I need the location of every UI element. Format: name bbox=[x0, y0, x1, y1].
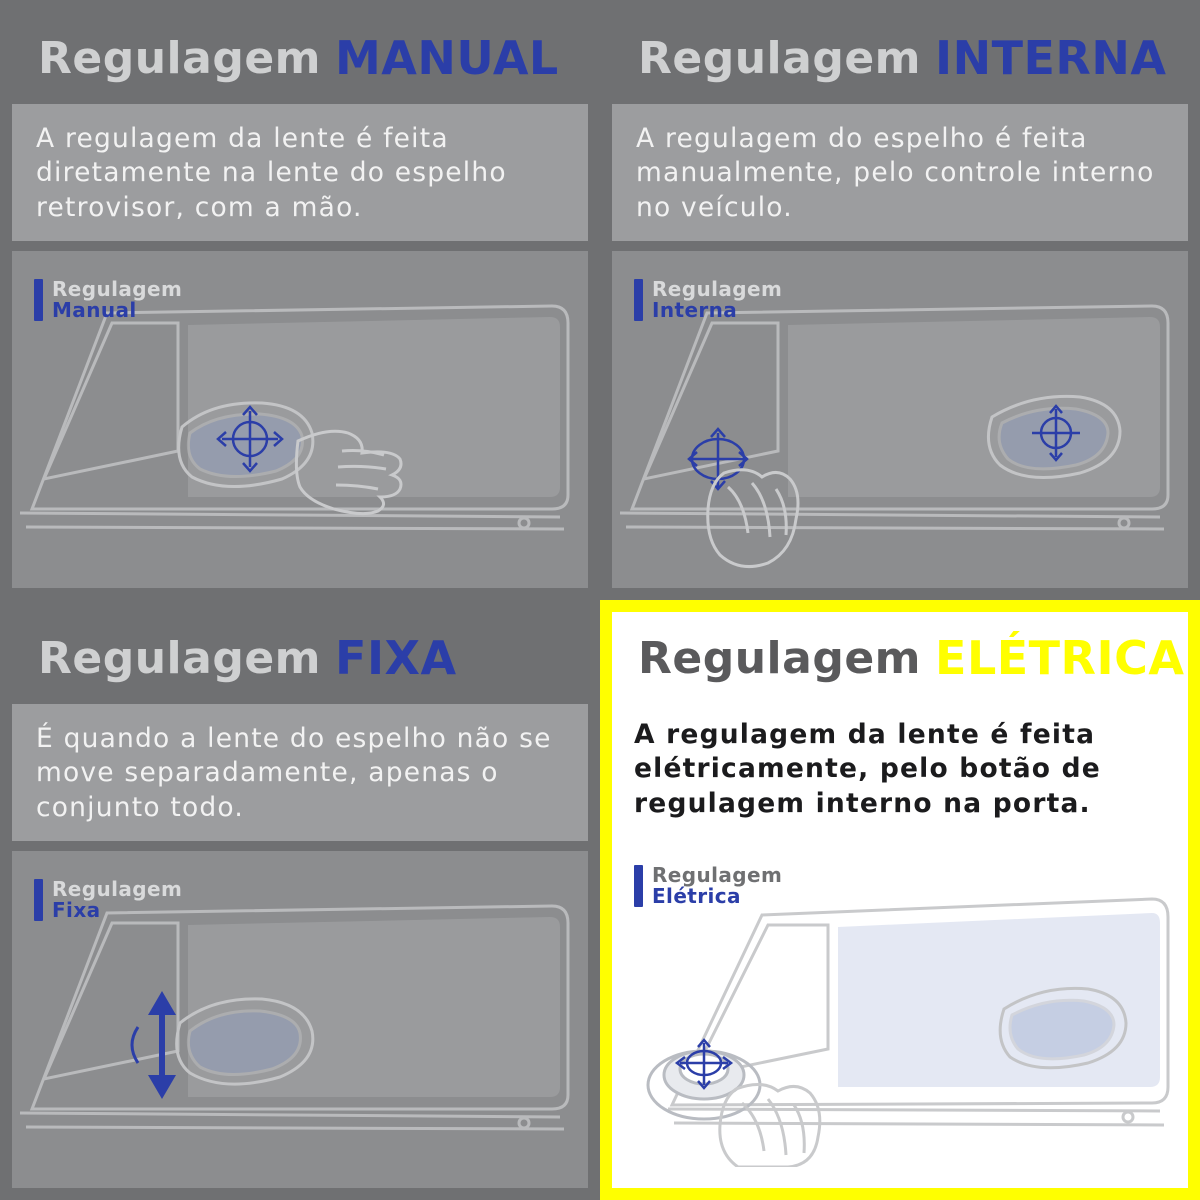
title-prefix: Regulagem bbox=[638, 632, 922, 684]
badge-accent-bar bbox=[634, 279, 643, 321]
title-prefix: Regulagem bbox=[38, 32, 322, 84]
illustration-badge bbox=[634, 865, 782, 907]
panel-manual-description bbox=[12, 104, 588, 241]
illustration-badge bbox=[34, 879, 182, 921]
title-keyword: ELÉTRICA bbox=[935, 631, 1185, 685]
badge-line-2: Elétrica bbox=[652, 884, 741, 909]
title-keyword: INTERNA bbox=[935, 31, 1167, 85]
badge-accent-bar bbox=[634, 865, 643, 907]
panel-eletrica[interactable] bbox=[600, 600, 1200, 1200]
panel-fixa-description bbox=[12, 704, 588, 841]
description-text: A regulagem da lente é feita elétricamente, pelo botão de regulagem interno na porta. bbox=[634, 719, 1101, 819]
badge-accent-bar bbox=[34, 279, 43, 321]
panel-fixa[interactable] bbox=[0, 600, 600, 1200]
title-keyword: MANUAL bbox=[335, 31, 559, 85]
description-text: É quando a lente do espelho não se move separadamente, apenas o conjunto todo. bbox=[36, 723, 552, 823]
panel-fixa-title bbox=[12, 612, 588, 704]
panel-eletrica-illustration bbox=[612, 837, 1188, 1188]
panel-eletrica-description bbox=[612, 704, 1188, 837]
badge-line-2: Interna bbox=[652, 298, 738, 323]
badge-line-1: Regulagem bbox=[52, 877, 183, 902]
panel-manual-title bbox=[12, 12, 588, 104]
panel-interna-description bbox=[612, 104, 1188, 241]
panel-eletrica-title bbox=[612, 612, 1188, 704]
description-text: A regulagem do espelho é feita manualmente, pelo controle interno no veículo. bbox=[636, 123, 1155, 223]
panel-interna-title bbox=[612, 12, 1188, 104]
panel-interna[interactable] bbox=[600, 0, 1200, 600]
title-prefix: Regulagem bbox=[38, 632, 322, 684]
badge-line-1: Regulagem bbox=[652, 277, 783, 302]
badge-line-1: Regulagem bbox=[652, 863, 783, 888]
badge-line-2: Fixa bbox=[52, 898, 101, 923]
description-text: A regulagem da lente é feita diretamente na lente do espelho retrovisor, com a mão. bbox=[36, 123, 507, 223]
illustration-badge bbox=[634, 279, 782, 321]
badge-line-1: Regulagem bbox=[52, 277, 183, 302]
panel-manual-illustration bbox=[12, 251, 588, 588]
panel-manual[interactable] bbox=[0, 0, 600, 600]
panel-fixa-illustration bbox=[12, 851, 588, 1188]
title-keyword: FIXA bbox=[335, 631, 457, 685]
panel-interna-illustration bbox=[612, 251, 1188, 588]
badge-accent-bar bbox=[34, 879, 43, 921]
title-prefix: Regulagem bbox=[638, 32, 922, 84]
badge-line-2: Manual bbox=[52, 298, 137, 323]
illustration-badge bbox=[34, 279, 182, 321]
